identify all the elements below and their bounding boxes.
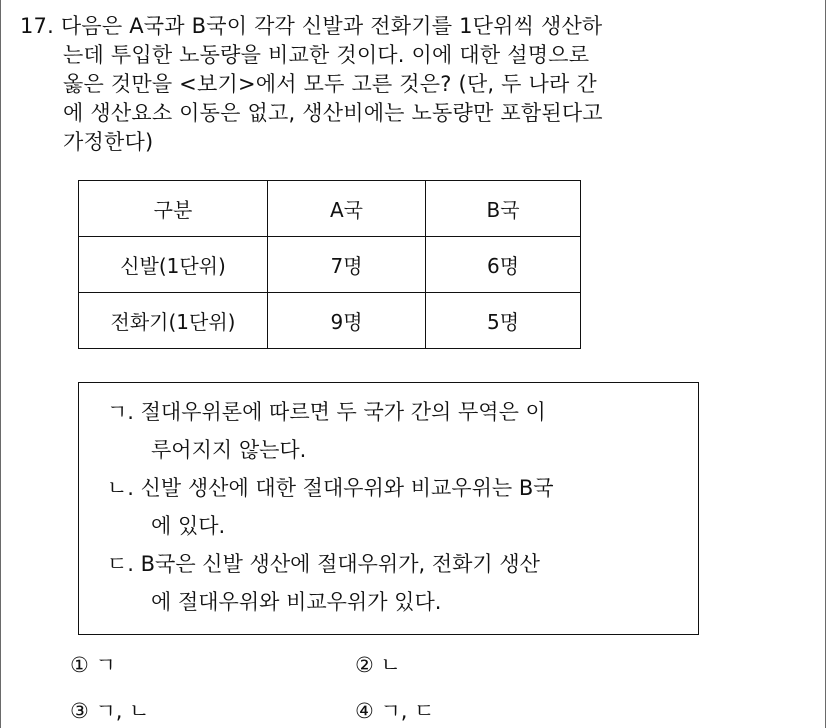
bogi-line: ㄴ. 신발 생산에 대한 절대우위와 비교우위는 B국 [107, 476, 554, 500]
table-header-cell: B국 [426, 181, 581, 237]
bogi-item-digeut [107, 545, 687, 621]
choice-4[interactable]: ④ ㄱ, ㄷ [355, 699, 435, 723]
table-cell: 7명 [268, 237, 426, 293]
choice-1[interactable]: ① ㄱ [70, 653, 116, 677]
bogi-item-nieun [107, 469, 687, 545]
bogi-line: 루어지지 않는다. [151, 438, 307, 462]
question-text [20, 12, 810, 157]
table-cell: 5명 [426, 293, 581, 349]
choice-2[interactable]: ② ㄴ [355, 653, 401, 677]
bogi-line: ㄷ. B국은 신발 생산에 절대우위가, 전화기 생산 [107, 552, 540, 576]
question-line-1: 17. 다음은 A국과 B국이 각각 신발과 전화기를 1단위씩 생산하 [20, 14, 603, 38]
bogi-box [78, 382, 699, 635]
bogi-line: 에 절대우위와 비교우위가 있다. [151, 590, 442, 614]
bogi-line: 에 있다. [151, 514, 226, 538]
choice-3[interactable]: ③ ㄱ, ㄴ [70, 699, 150, 723]
table-cell: 9명 [268, 293, 426, 349]
table-header-cell: A국 [268, 181, 426, 237]
table-cell: 신발(1단위) [79, 237, 268, 293]
labor-comparison-table [78, 180, 581, 349]
table-row [79, 237, 581, 293]
table-header-row [79, 181, 581, 237]
bogi-item-giyeok [107, 393, 687, 469]
question-line-5: 가정한다) [63, 130, 154, 154]
question-line-3: 옳은 것만을 <보기>에서 모두 고른 것은? (단, 두 나라 간 [63, 72, 597, 96]
table-row [79, 293, 581, 349]
question-line-4: 에 생산요소 이동은 없고, 생산비에는 노동량만 포함된다고 [63, 101, 603, 125]
table-header-cell: 구분 [79, 181, 268, 237]
page-border-left [0, 0, 1, 728]
table-cell: 6명 [426, 237, 581, 293]
table-cell: 전화기(1단위) [79, 293, 268, 349]
bogi-line: ㄱ. 절대우위론에 따르면 두 국가 간의 무역은 이 [107, 400, 546, 424]
question-line-2: 는데 투입한 노동량을 비교한 것이다. 이에 대한 설명으로 [63, 43, 590, 67]
